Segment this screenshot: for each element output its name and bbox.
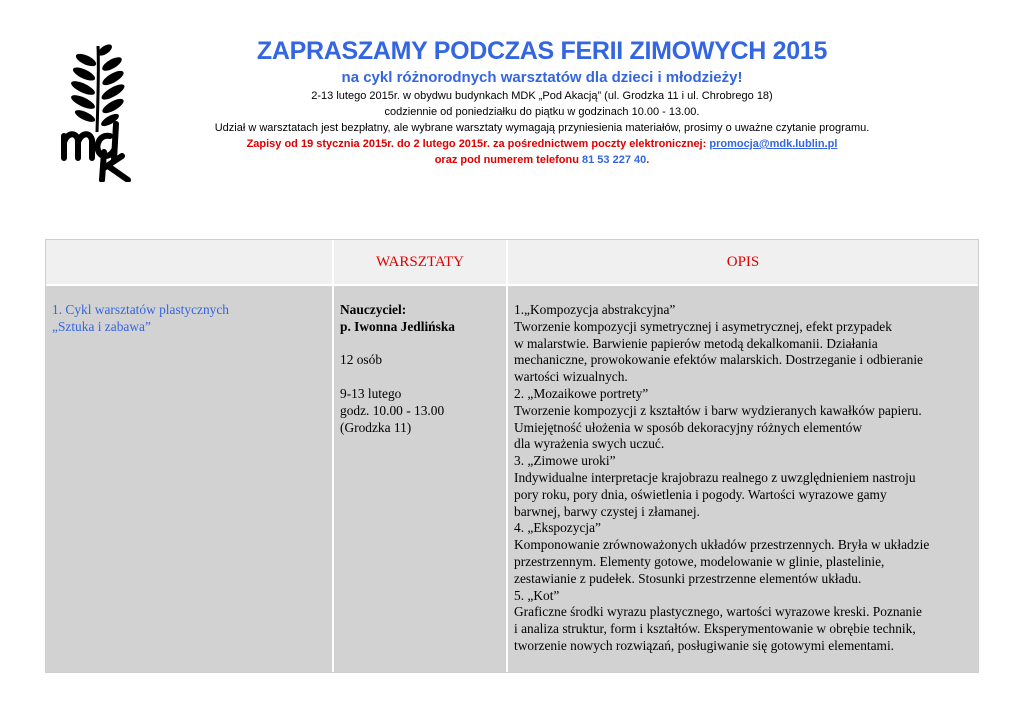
mdk-logo-icon [58,40,138,182]
dates-location-line: 2-13 lutego 2015r. w obydwu budynkach MDK „Pod Akacją” (ul. Grodzka 11 i ul. Chrobrego 18) [311,90,773,102]
email-link[interactable]: promocja@mdk.lublin.pl [709,138,838,150]
description-line: i analiza struktur, form i kształtów. Eksperymentowanie w obrębie technik, [514,621,916,637]
workshop-place: (Grodzka 11) [340,419,412,435]
registration-line [150,136,934,152]
column-warsztaty [334,240,506,672]
description-line: Umiejętność ułożenia w sposób dekoracyjny różnych elementów [514,419,863,435]
description-line: barwnej, barwy czystej i złamanej. [514,503,700,519]
workshop-subtitle: „Sztuka i zabawa” [52,318,151,334]
header-cell-opis: OPIS [508,240,978,284]
description-line: Indywidualne interpretacje krajobrazu realnego z uwzględnieniem nastroju [514,469,916,485]
description-line: przestrzennym. Elementy gotowe, modelowanie w glinie, plastelinie, [514,553,885,569]
column-opis [508,240,978,672]
participation-info-line: Udział w warsztatach jest bezpłatny, ale wybrane warsztaty wymagają przyniesienia materiałów, prosimy o uważne czytanie programu. [214,122,870,134]
group-size: 12 osób [340,352,383,368]
description-line: mechaniczne, prowokowanie efektów malarskich. Dostrzeganie i odbieranie [514,352,923,368]
description-line: 2. „Mozaikowe portrety” [514,385,649,401]
header-cell-warsztaty: WARSZTATY [334,240,506,284]
description-line: dla wyrażenia swych uczuć. [514,436,665,452]
registration-text: Zapisy od 19 stycznia 2015r. do 2 lutego 2015r. za pośrednictwem poczty elektronicznej: [246,138,710,150]
column-workshop-name [46,240,332,672]
workshop-details-cell [334,286,506,672]
workshop-dates: 9-13 lutego [340,385,402,401]
description-line: Tworzenie kompozycji z kształtów i barw wydzieranych kawałków papieru. [514,402,922,418]
workshops-table [45,239,979,673]
page-subtitle: na cykl różnorodnych warsztatów dla dzieci i młodzieży! [341,69,743,86]
description-line: Tworzenie kompozycji symetrycznej i asymetrycznej, efekt przypadek [514,318,892,334]
hours-line: codziennie od poniedziałku do piątku w godzinach 10.00 - 13.00. [384,106,700,118]
description-line: 3. „Zimowe uroki” [514,453,616,469]
phone-line [150,152,934,168]
header-divider [46,284,978,286]
header-cell-empty [46,240,332,284]
description-line: zestawianie z pudełek. Stosunki przestrzenne elementów układu. [514,570,862,586]
teacher-name: p. Iwonna Jedlińska [340,318,455,334]
description-line: tworzenie nowych rozwiązań, posługiwanie się gotowymi elementami. [514,637,895,653]
workshop-name-cell [46,286,332,672]
page-header [150,36,934,168]
description-line: Komponowanie zrównoważonych układów przestrzennych. Bryła w układzie [514,537,930,553]
description-line: 1.„Kompozycja abstrakcyjna” [514,302,676,317]
page-title: ZAPRASZAMY PODCZAS FERII ZIMOWYCH 2015 [256,37,828,65]
phone-number: 81 53 227 40 [582,154,647,166]
description-line: 4. „Ekspozycja” [514,520,601,536]
teacher-label: Nauczyciel: [340,302,407,317]
phone-suffix: . [646,154,650,166]
description-line: 5. „Kot” [514,587,560,603]
description-line: w malarstwie. Barwienie papierów metodą dekalkomanii. Działania [514,335,878,351]
description-line: wartości wizualnych. [514,369,628,385]
description-line: Graficzne środki wyrazu plastycznego, wartości wyrazowe kreski. Poznanie [514,604,922,620]
workshop-hours: godz. 10.00 - 13.00 [340,402,445,418]
workshop-title: 1. Cykl warsztatów plastycznych [52,302,230,317]
phone-prefix: oraz pod numerem telefonu [434,154,582,166]
description-cell [508,286,978,672]
description-line: pory roku, pory dnia, oświetlenia i pogody. Wartości wyrazowe gamy [514,486,887,502]
